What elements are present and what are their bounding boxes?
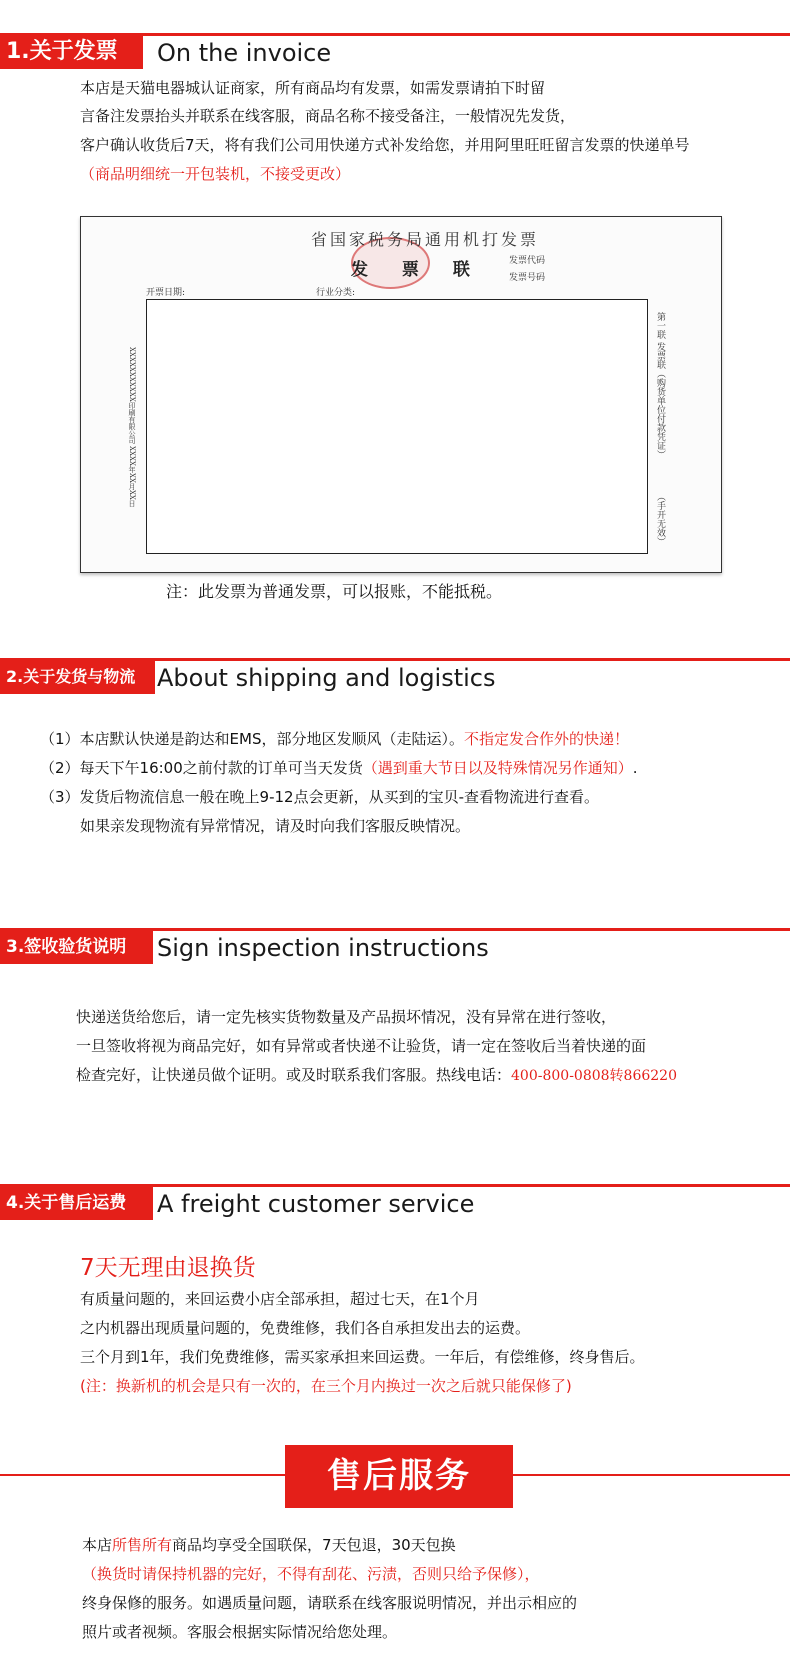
shipping-item-1 [40, 725, 629, 753]
freight-line-1: 有质量问题的，来回运费小店全部承担，超过七天，在1个月 [80, 1290, 480, 1308]
return-policy-headline: 7天无理由退换货 [80, 1255, 256, 1281]
service-line-4: 照片或者视频。客服会根据实际情况给您处理。 [82, 1623, 398, 1641]
invoice-number-label: 发票号码 [509, 273, 546, 283]
shipping-item-2-note: （遇到重大节日以及特殊情况另作通知） [362, 759, 633, 777]
service-line-1-highlight: 所售所有 [112, 1536, 173, 1554]
shipping-item-2-text: （2）每天下午16:00之前付款的订单可当天发货 [40, 759, 363, 777]
section1-title: On the invoice [157, 39, 332, 67]
section1-label: 1.关于发票 [0, 35, 143, 69]
invoice-subtitle: 发 票 联 [351, 260, 484, 280]
section1-line-3: 客户确认收货后7天，将有我们公司用快递方式补发给您，并用阿里旺旺留言发票的快递单号 [80, 136, 690, 154]
service-line-3: 终身保修的服务。如遇质量问题，请联系在线客服说明情况，并出示相应的 [82, 1594, 578, 1612]
invoice-date-label: 开票日期: [146, 288, 186, 298]
invoice-category-label: 行业分类: [316, 288, 356, 298]
freight-line-2: 之内机器出现质量问题的，免费维修，我们各自承担发出去的运费。 [80, 1319, 531, 1337]
shipping-item-1-text: （1）本店默认快递是韵达和EMS，部分地区发顺风（走陆运）。 [40, 730, 464, 748]
invoice-side-right-bottom: （手开无效） [655, 492, 665, 546]
hotline-number: 400-800-0808转866220 [511, 1068, 677, 1084]
inspection-line-3 [76, 1061, 677, 1090]
section3-title: Sign inspection instructions [157, 934, 489, 962]
service-banner: 售后服务 [285, 1445, 513, 1508]
invoice-caption: 注：此发票为普通发票，可以报账，不能抵税。 [166, 582, 503, 601]
invoice-sample-image [80, 216, 722, 573]
shipping-item-3: （3）发货后物流信息一般在晚上9-12点会更新，从买到的宝贝-查看物流进行查看。 [40, 788, 600, 806]
freight-line-4-note: (注：换新机的机会是只有一次的，在三个月内换过一次之后就只能保修了) [80, 1377, 572, 1395]
invoice-title: 省国家税务局通用机打发票 [311, 230, 540, 249]
invoice-side-right: 第一联 发票联（购货单位付款凭证） [655, 312, 665, 459]
invoice-side-left: XXXXXXXXXXX印刷有限公司 XXXX年XX月XX日 [128, 347, 136, 507]
inspection-line-1: 快递送货给您后，请一定先核实货物数量及产品损坏情况，没有异常在进行签收， [76, 1008, 617, 1026]
service-line-1-a: 本店 [82, 1536, 113, 1554]
shipping-item-2-end: . [632, 759, 638, 777]
section2-label: 2.关于发货与物流 [0, 660, 155, 694]
shipping-item-4: 如果亲发现物流有异常情况，请及时向我们客服反映情况。 [80, 817, 471, 835]
inspection-line-2: 一旦签收将视为商品完好，如有异常或者快递不让验货，请一定在签收后当着快递的面 [76, 1037, 647, 1055]
service-line-1-b: 商品均享受全国联保，7天包退，30天包换 [172, 1536, 456, 1554]
invoice-code-label: 发票代码 [509, 256, 546, 266]
shipping-item-2 [40, 754, 638, 782]
section2-title: About shipping and logistics [157, 664, 496, 692]
section3-label: 3.签收验货说明 [0, 930, 153, 964]
invoice-content-box [146, 299, 648, 554]
section1-line-1: 本店是天猫电器城认证商家，所有商品均有发票，如需发票请拍下时留 [80, 79, 546, 97]
service-line-1 [82, 1531, 456, 1559]
shipping-item-1-warning: 不指定发合作外的快递！ [464, 730, 630, 748]
section4-title: A freight customer service [157, 1190, 475, 1218]
service-line-2-note: （换货时请保持机器的完好，不得有刮花、污渍，否则只给予保修）， [82, 1565, 540, 1583]
inspection-line-3-text: 检查完好，让快递员做个证明。或及时联系我们客服。热线电话： [76, 1066, 512, 1084]
section1-red-note: （商品明细统一开包装机，不接受更改） [80, 165, 351, 183]
section4-label: 4.关于售后运费 [0, 1186, 153, 1220]
freight-line-3: 三个月到1年，我们免费维修，需买家承担来回运费。一年后，有偿维修，终身售后。 [80, 1348, 645, 1366]
section1-line-2: 言备注发票抬头并联系在线客服，商品名称不接受备注，一般情况先发货， [80, 107, 576, 125]
